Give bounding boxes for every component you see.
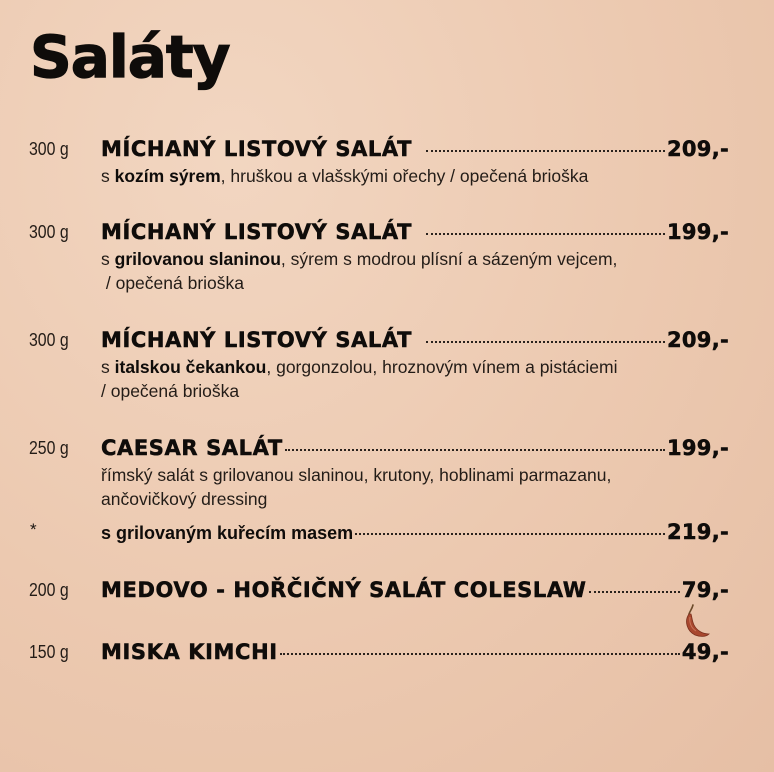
description-line: / opečená brioška [101, 273, 245, 293]
item-weight: 300 g [29, 139, 69, 159]
item-row [101, 640, 729, 664]
addon-marker: * [30, 520, 37, 539]
item-price: 209,- [666, 137, 729, 161]
item-row [101, 578, 729, 602]
item-price: 199,- [666, 220, 729, 244]
item-name: MÍCHANÝ LISTOVÝ SALÁT [101, 328, 413, 352]
dotted-leader [280, 653, 680, 655]
description-line: ančovičkový dressing [101, 489, 268, 509]
page-title: Saláty [30, 23, 230, 91]
item-description: s grilovanou slaninou, sýrem s modrou plísní a sázeným vejcem, / opečená brioška [101, 247, 701, 295]
item-name: MÍCHANÝ LISTOVÝ SALÁT [101, 220, 413, 244]
item-description [101, 463, 701, 511]
description-line: / opečená brioška [101, 381, 240, 401]
dotted-leader [426, 150, 665, 152]
item-name: MEDOVO - HOŘČIČNÝ SALÁT COLESLAW [101, 578, 587, 602]
item-weight: 300 g [29, 222, 69, 242]
item-weight: 200 g [29, 580, 69, 600]
item-row [101, 520, 729, 544]
item-row [101, 137, 729, 161]
item-price: 49,- [681, 640, 729, 664]
item-row [101, 328, 729, 352]
item-description: s kozím sýrem, hruškou a vlašskými ořechy / opečená brioška [101, 166, 589, 186]
item-row [101, 220, 729, 244]
highlight-ingredient: kozím sýrem [114, 166, 221, 186]
item-weight: 150 g [29, 642, 69, 662]
item-weight: 250 g [29, 438, 69, 458]
dotted-leader [426, 233, 665, 235]
description-line: římský salát s grilovanou slaninou, krutony, hoblinami parmazanu, [101, 465, 612, 485]
item-row [101, 436, 729, 460]
item-price: 199,- [666, 436, 729, 460]
item-weight: 300 g [29, 330, 69, 350]
dotted-leader [426, 341, 665, 343]
item-price: 79,- [681, 578, 729, 602]
chili-pepper-icon [683, 603, 711, 641]
item-name: CAESAR SALÁT [101, 436, 283, 460]
item-name: MISKA KIMCHI [101, 640, 278, 664]
highlight-ingredient: italskou čekankou [114, 357, 267, 377]
highlight-ingredient: grilovanou slaninou [114, 249, 281, 269]
item-price: 219,- [666, 520, 729, 544]
dotted-leader [589, 591, 680, 593]
dotted-leader [285, 449, 665, 451]
item-description: s italskou čekankou, gorgonzolou, hroznovým vínem a pistáciemi / opečená brioška [101, 355, 701, 403]
item-name: MÍCHANÝ LISTOVÝ SALÁT [101, 137, 413, 161]
dotted-leader [355, 533, 665, 535]
item-price: 209,- [666, 328, 729, 352]
addon-name: s grilovaným kuřecím masem [101, 523, 354, 543]
